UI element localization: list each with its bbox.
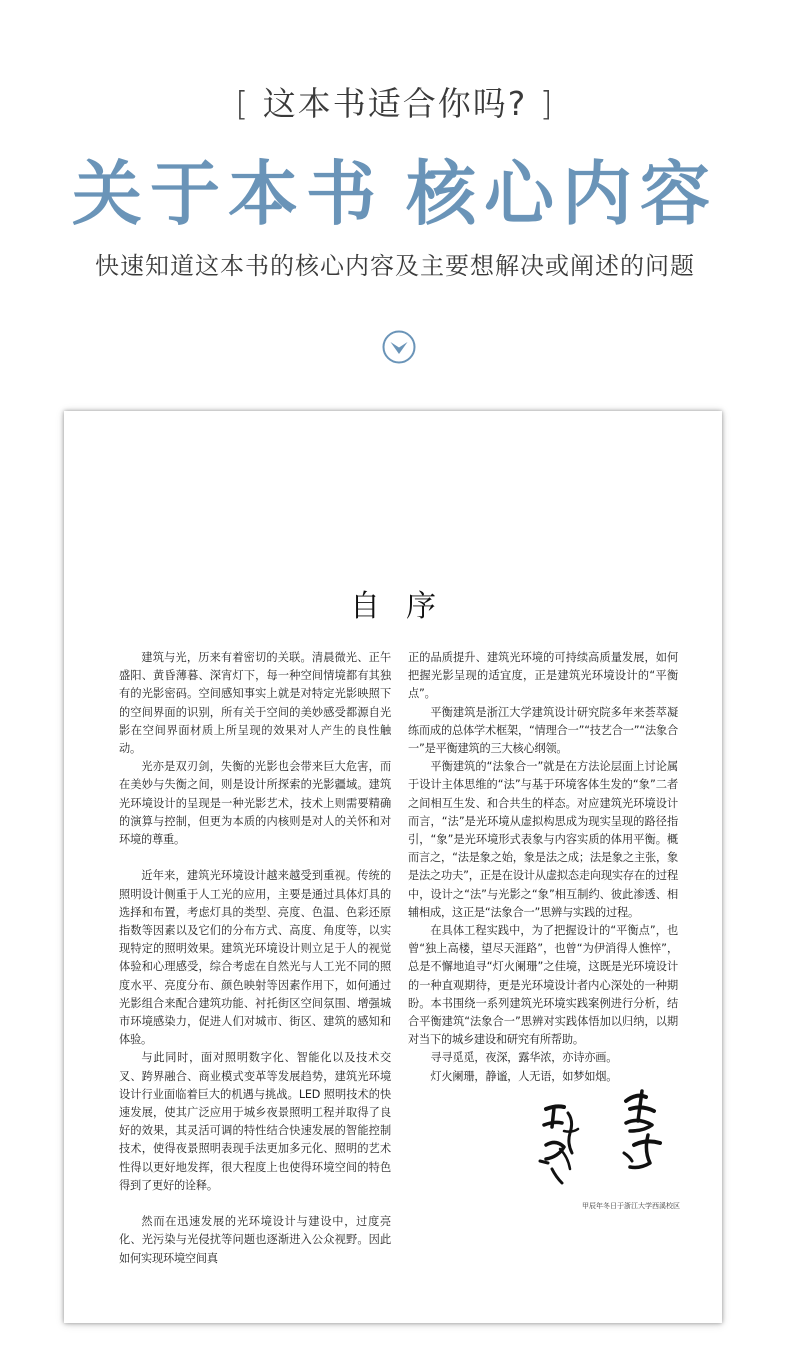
chevron-down-circle-icon[interactable] (381, 329, 417, 365)
bracket-open: [ (235, 84, 251, 123)
preface-title: 自序 (350, 589, 462, 624)
paragraph: 正的品质提升、建筑光环境的可持续高质量发展，如何把握光影呈现的适宜度，正是建筑光环境设计的“平衡点”。 (408, 651, 678, 701)
title-core-content: 核心内容 (406, 152, 718, 235)
paragraph: 光亦是双刃剑，失衡的光影也会带来巨大危害，而在美妙与失衡之间，则是设计所探索的光影疆域。建筑光环境设计的呈现是一种光影艺术，技术上则需要精确的演算与控制，但更为本质的内核则是对人的关怀和对环境的尊重。 (119, 760, 391, 847)
book-page-preview (64, 411, 722, 1323)
paragraph: 寻寻觅觅，夜深，露华浓，亦诗亦画。 (430, 1051, 618, 1065)
paragraph: 灯火阑珊，静谧，人无语，如梦如烟。 (430, 1069, 618, 1083)
signature-date: 甲辰年冬日于浙江大学西溪校区 (582, 1202, 680, 1210)
paragraph: 在具体工程实践中，为了把握设计的“平衡点”，也曾“独上高楼，望尽天涯路”，也曾“为伊消得人憔悴”，总是不懈地追寻“灯火阑珊”之佳境，这既是光环境设计的一种直观期待，更是光环境设计者内心深处的一种期盼。本书围绕一系列建筑光环境实践案例进行分析，结合平衡建筑“法象合一”思辨对实践体悟加以归纳，以期对当下的城乡建设和研究有所帮助。 (408, 924, 678, 1047)
paragraph: 平衡建筑是浙江大学建筑设计研究院多年来荟萃凝练而成的总体学术框架，“情理合一”“技艺合一”“法象合一”是平衡建筑的三大核心纲领。 (408, 705, 678, 756)
preface-column-right (408, 649, 678, 1086)
preface-column-left (119, 649, 391, 1268)
paragraph: 与此同时，面对照明数字化、智能化以及技术交叉、跨界融合、商业模式变革等发展趋势，建筑光环境设计行业面临着巨大的机遇与挑战。LED 照明技术的快速发展，使其广泛应用于城乡夜景照明工程并取得了良好的效果，其灵活可调的特性结合快速发展的智能控制技术，使得夜景照明表现手法更加多元化、照明的艺术性得以更好地发挥，很大程度上也使得环境空间的特色得到了更好的诠释。 (119, 1051, 391, 1192)
title-about-book: 关于本书 (72, 152, 384, 235)
paragraph: 然而在迅速发展的光环境设计与建设中，过度亮化、光污染与光侵扰等问题也逐渐进入公众视野。因此如何实现环境空间真 (119, 1215, 391, 1265)
paragraph: 近年来，建筑光环境设计越来越受到重视。传统的照明设计侧重于人工光的应用，主要是通过具体灯具的选择和布置，考虑灯具的类型、亮度、色温、色彩还原指数等因素以及它们的分布方式、高度、角度等，以实现特定的照明效果。建筑光环境设计则立足于人的视觉体验和心理感受，综合考虑在自然光与人工光不同的照度水平、亮度分布、颜色映射等因素作用下，如何通过光影组合来配合建筑功能、衬托街区空间氛围、增强城市环境感染力，促进人们对城市、街区、建筑的感知和体验。 (119, 869, 391, 1047)
paragraph: 建筑与光，历来有着密切的关联。清晨微光、正午盛阳、黄昏薄暮、深宵灯下，每一种空间情境都有其独有的光影密码。空间感知事实上就是对特定光影映照下的空间界面的识别，所有关于空间的美妙感受都源自光影在空间界面材质上所呈现的效果对人产生的良性触动。 (119, 651, 391, 756)
section-subtitle: 快速知道这本书的核心内容及主要想解决或阐述的问题 (95, 252, 695, 280)
section-eyebrow (0, 78, 790, 125)
section-title (0, 138, 790, 239)
bracket-close: ] (539, 84, 555, 123)
eyebrow-question: 这本书适合你吗? (262, 84, 528, 123)
handwritten-signature (534, 1087, 684, 1191)
paragraph: 平衡建筑的“法象合一”就是在方法论层面上讨论属于设计主体思维的“法”与基于环境客体生发的“象”二者之间相互生发、和合共生的样态。对应建筑光环境设计而言，“法”是光环境从虚拟构思成为现实呈现的路径指引，“象”是光环境形式表象与内容实质的体用平衡。概而言之，“法是象之始，象是法之成；法是象之主张，象是法之功夫”，正是在设计从虚拟态走向现实存在的过程中，设计之“法”与光影之“象”相互制约、彼此渗透、相辅相成，这正是“法象合一”思辨与实践的过程。 (408, 760, 678, 919)
